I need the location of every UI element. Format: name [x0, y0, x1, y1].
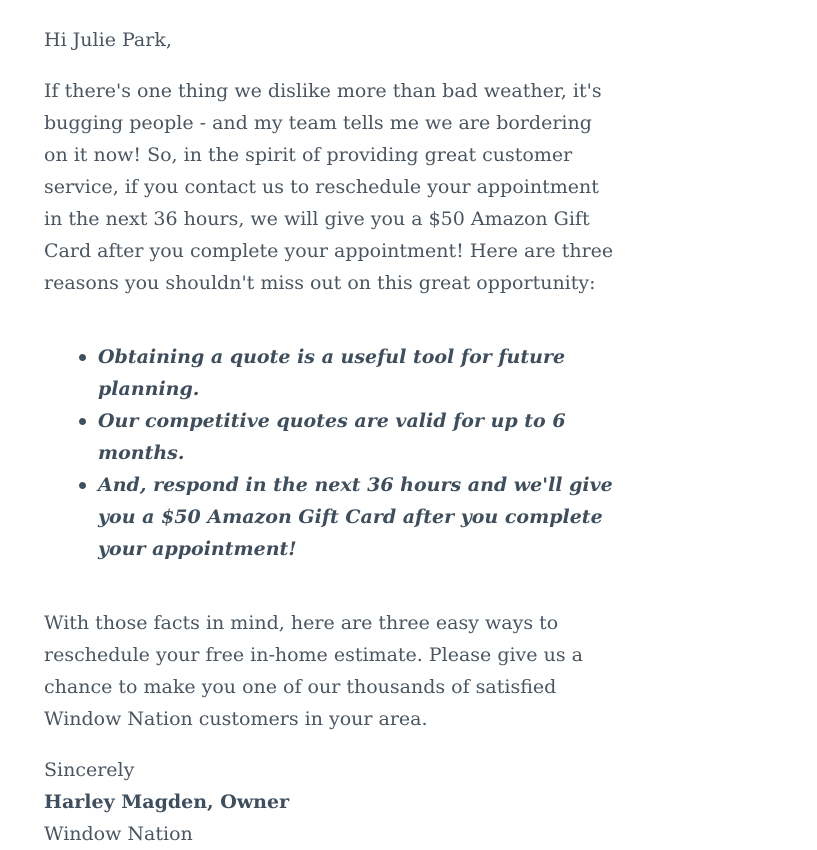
- list-item: Obtaining a quote is a useful tool for future planning.: [98, 341, 618, 405]
- closing-paragraph: With those facts in mind, here are three easy ways to reschedule your free in-home estimate. Please give us a chance to make you one of our thousands of satisfied Window Nation customers in your area.: [44, 612, 583, 730]
- signature-company: Window Nation: [44, 823, 193, 845]
- list-item: Our competitive quotes are valid for up to 6 months.: [98, 405, 618, 469]
- signature-name: Harley Magden, Owner: [44, 791, 290, 813]
- greeting: Hi Julie Park,: [44, 29, 172, 51]
- valediction: Sincerely: [44, 759, 135, 781]
- list-item: And, respond in the next 36 hours and we'll give you a $50 Amazon Gift Card after you complete your appointment!: [98, 469, 618, 565]
- intro-paragraph: If there's one thing we dislike more than bad weather, it's bugging people - and my team tells me we are bordering on it now! So, in the spirit of providing great customer service, if you contact us to reschedule your appointment in the next 36 hours, we will give you a $50 Amazon Gift Card after you complete your appointment! Here are three reasons you shouldn't miss out on this great opportunity:: [44, 80, 614, 294]
- reasons-list: [44, 341, 618, 565]
- signature-block: [44, 754, 817, 850]
